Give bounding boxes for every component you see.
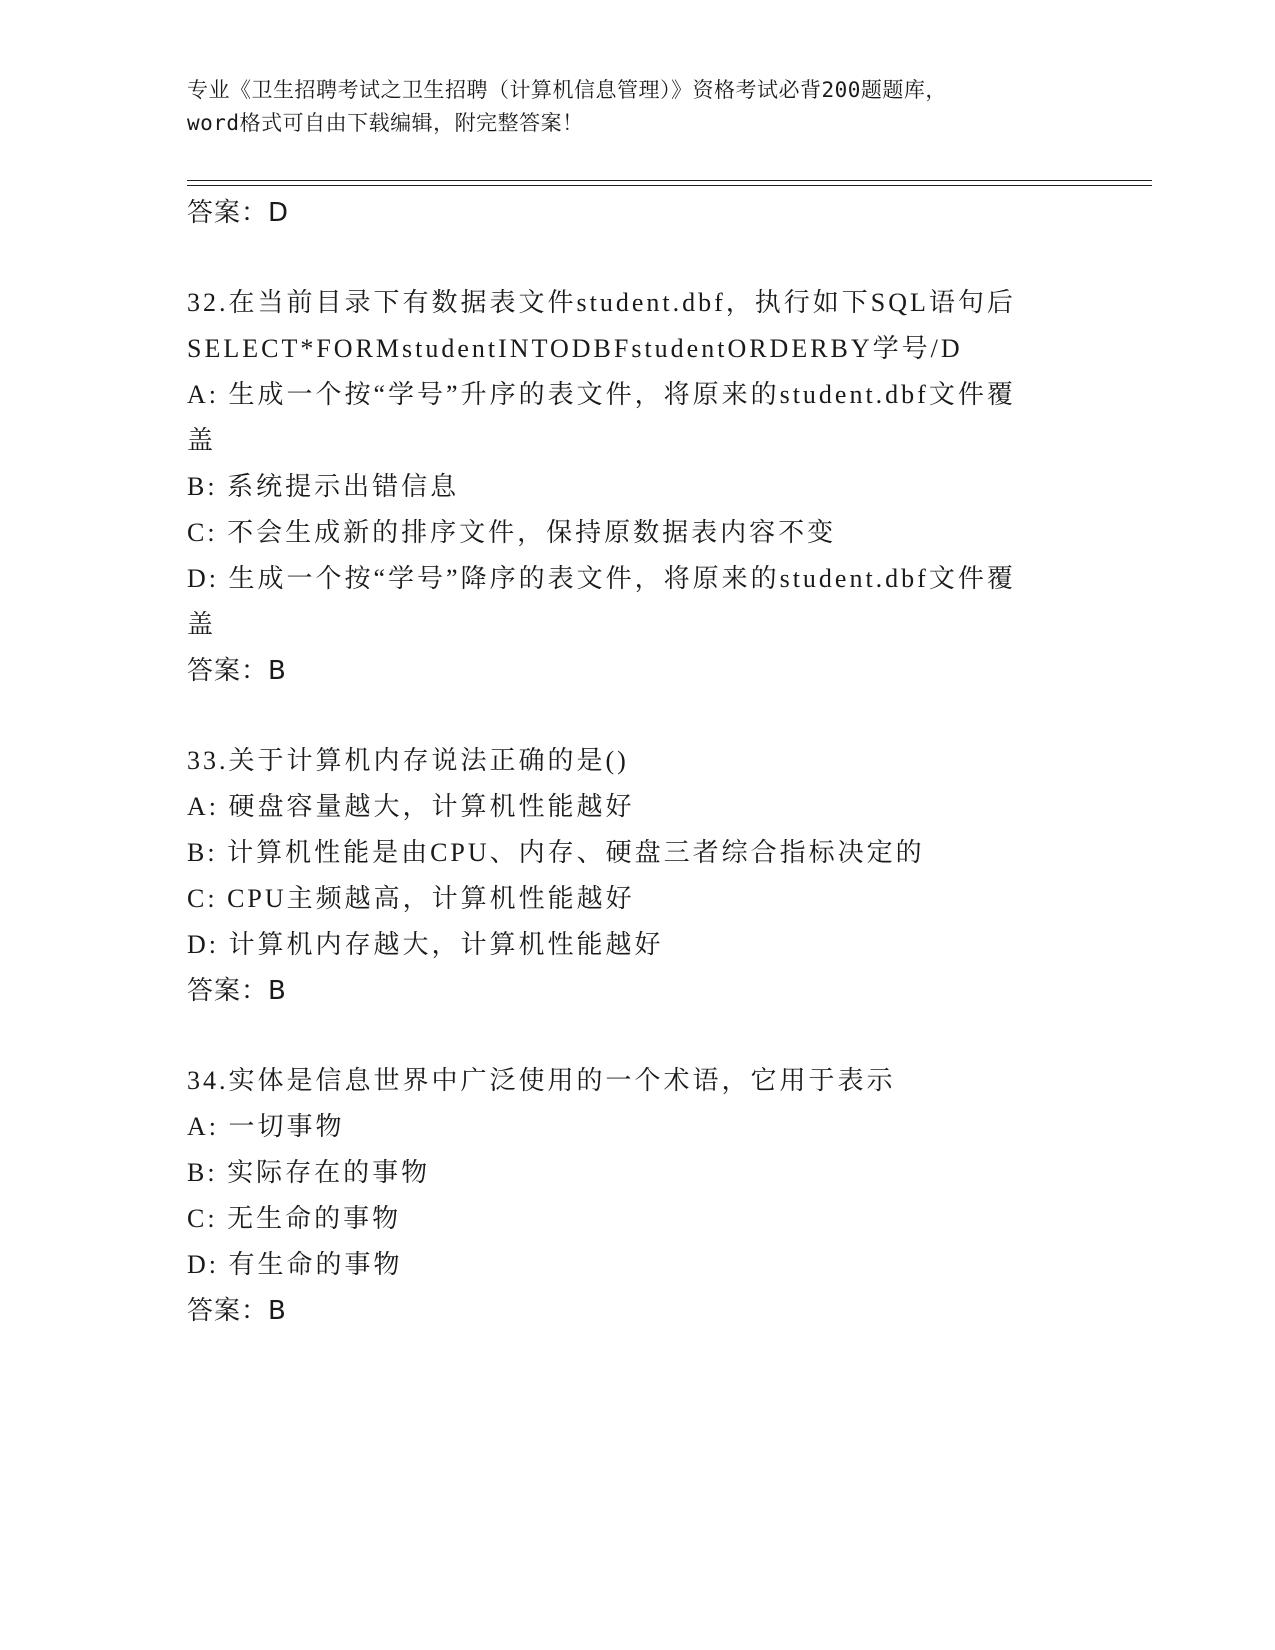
option-d: D: 计算机内存越大，计算机性能越好: [187, 930, 664, 959]
option-c: C: CPU主频越高，计算机性能越好: [187, 884, 635, 913]
option-b: B: 计算机性能是由CPU、内存、硬盘三者综合指标决定的: [187, 838, 925, 867]
answer-line: 答案：B: [187, 656, 287, 686]
answer-line: 答案：B: [187, 976, 287, 1006]
question-stem: 34.实体是信息世界中广泛使用的一个术语，它用于表示: [187, 1066, 896, 1095]
option-c: C: 不会生成新的排序文件，保持原数据表内容不变: [187, 518, 837, 547]
spacer: [187, 236, 1147, 280]
question-stem: SELECT*FORMstudentINTODBFstudentORDERBY学号/D: [187, 334, 963, 363]
option-b: B: 实际存在的事物: [187, 1158, 431, 1187]
previous-answer: 答案：D: [187, 198, 290, 228]
header-divider-top: [187, 180, 1152, 181]
question-stem: 33.关于计算机内存说法正确的是(): [187, 746, 629, 775]
option-d-continued: 盖: [187, 610, 217, 639]
question-block: [187, 738, 1147, 1014]
header-line-1: 专业《卫生招聘考试之卫生招聘（计算机信息管理）》资格考试必背200题题库，: [187, 78, 947, 102]
answer-line: 答案：B: [187, 1296, 287, 1326]
question-block: [187, 280, 1147, 694]
header-line-2: word格式可自由下载编辑，附完整答案！: [187, 111, 584, 135]
option-a: A: 一切事物: [187, 1112, 345, 1141]
option-c: C: 无生命的事物: [187, 1204, 402, 1233]
question-stem: 32.在当前目录下有数据表文件student.dbf，执行如下SQL语句后: [187, 288, 1016, 317]
spacer: [187, 694, 1147, 738]
header-divider-bottom: [187, 185, 1152, 186]
option-a-continued: 盖: [187, 426, 217, 455]
question-block: [187, 1058, 1147, 1334]
question-list: [187, 190, 1147, 1334]
page-header: [187, 74, 1087, 140]
option-d: D: 有生命的事物: [187, 1250, 403, 1279]
option-a: A: 生成一个按“学号”升序的表文件，将原来的student.dbf文件覆: [187, 380, 1016, 409]
option-b: B: 系统提示出错信息: [187, 472, 460, 501]
option-a: A: 硬盘容量越大，计算机性能越好: [187, 792, 635, 821]
spacer: [187, 1014, 1147, 1058]
option-d: D: 生成一个按“学号”降序的表文件，将原来的student.dbf文件覆: [187, 564, 1016, 593]
